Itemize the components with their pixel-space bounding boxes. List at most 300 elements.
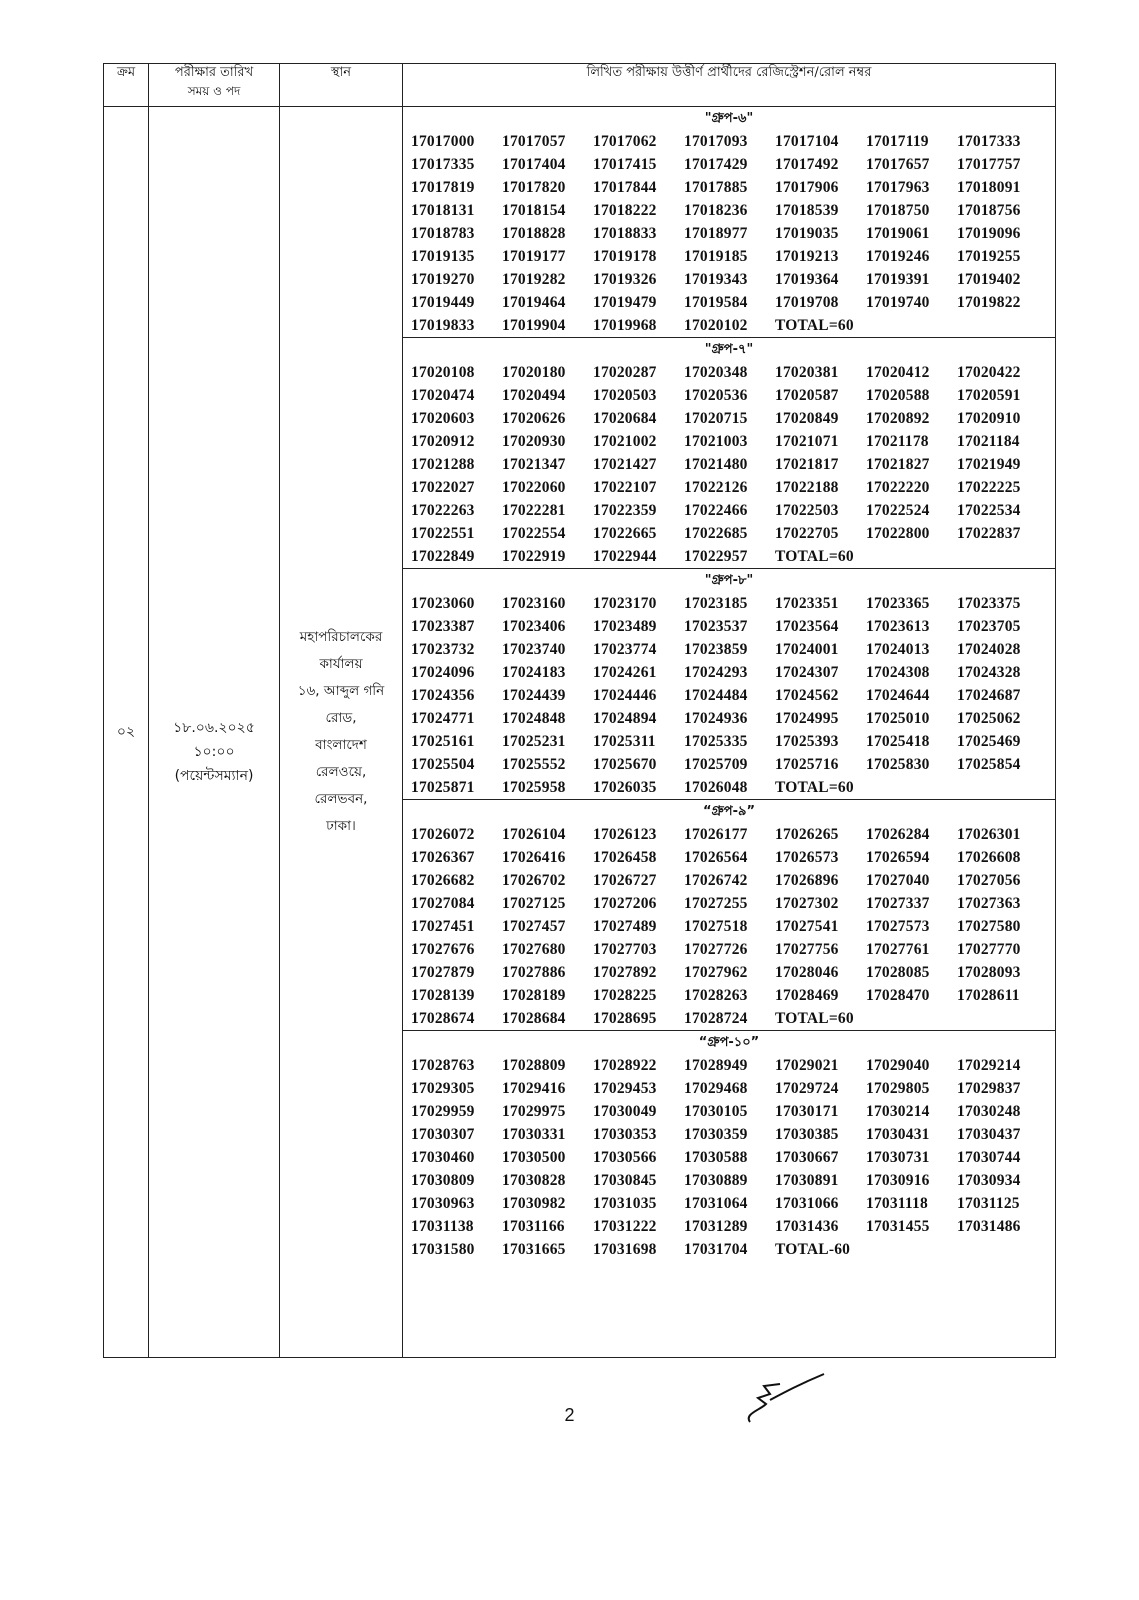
serial-number: ০২ [116, 724, 136, 740]
roll-number: 17026702 [502, 872, 566, 889]
rolls-cell [403, 107, 1056, 1358]
roll-row [403, 1100, 1055, 1123]
roll-row [403, 1238, 1055, 1261]
roll-number: 17022705 [775, 525, 839, 542]
roll-number: 17028684 [502, 1010, 566, 1027]
roll-number: 17030307 [411, 1126, 475, 1143]
roll-number: 17023705 [957, 618, 1021, 635]
roll-number: 17018539 [775, 202, 839, 219]
roll-groups [403, 107, 1055, 1261]
table-header-row [104, 64, 1056, 107]
roll-number: 17029975 [502, 1103, 566, 1120]
roll-number: 17026458 [593, 849, 657, 866]
venue-cell [280, 107, 403, 1358]
roll-number: 17020180 [502, 364, 566, 381]
roll-number: 17027726 [684, 941, 748, 958]
roll-number: 17026265 [775, 826, 839, 843]
roll-number: 17020412 [866, 364, 930, 381]
roll-number: 17029805 [866, 1080, 930, 1097]
roll-row [403, 684, 1055, 707]
roll-number: 17020102 [684, 317, 748, 334]
roll-number: 17031125 [957, 1195, 1020, 1212]
roll-number: 17024028 [957, 641, 1021, 658]
roll-number: 17031455 [866, 1218, 930, 1235]
roll-number: 17030982 [502, 1195, 566, 1212]
roll-number: 17025335 [684, 733, 748, 750]
roll-number: 17019904 [502, 317, 566, 334]
roll-number: 17029305 [411, 1080, 475, 1097]
roll-number: 17018091 [957, 179, 1021, 196]
roll-number: 17025670 [593, 756, 657, 773]
roll-number: 17018783 [411, 225, 475, 242]
roll-number: 17020494 [502, 387, 566, 404]
roll-number: 17021427 [593, 456, 657, 473]
roll-row [403, 615, 1055, 638]
roll-number: 17017062 [593, 133, 657, 150]
roll-number: 17019343 [684, 271, 748, 288]
roll-number: 17017906 [775, 179, 839, 196]
roll-number: 17020536 [684, 387, 748, 404]
roll-number: 17026594 [866, 849, 930, 866]
header-date-line2: সময় ও পদ [187, 84, 241, 98]
roll-number: 17030500 [502, 1149, 566, 1166]
roll-number: 17019178 [593, 248, 657, 265]
roll-number: 17018236 [684, 202, 748, 219]
roll-number: 17024484 [684, 687, 748, 704]
roll-number: 17030588 [684, 1149, 748, 1166]
roll-number: 17027337 [866, 895, 930, 912]
roll-number: 17025418 [866, 733, 930, 750]
venue-line: মহাপরিচালকের [299, 629, 383, 645]
roll-number: 17027676 [411, 941, 475, 958]
roll-number: 17023740 [502, 641, 566, 658]
roll-number: 17020930 [502, 433, 566, 450]
roll-number: 17030431 [866, 1126, 930, 1143]
roll-number: 17028809 [502, 1057, 566, 1074]
roll-group [403, 338, 1055, 569]
roll-number: 17027761 [866, 941, 930, 958]
roll-number: 17026123 [593, 826, 657, 843]
roll-number: 17026104 [502, 826, 566, 843]
roll-number: 17031118 [866, 1195, 928, 1212]
roll-number: 17019449 [411, 294, 475, 311]
roll-number: 17019822 [957, 294, 1021, 311]
roll-number: 17030385 [775, 1126, 839, 1143]
roll-row [403, 846, 1055, 869]
roll-number: 17030889 [684, 1172, 748, 1189]
roll-row [403, 938, 1055, 961]
roll-number: 17025393 [775, 733, 839, 750]
roll-number: 17026727 [593, 872, 657, 889]
roll-number: 17017404 [502, 156, 566, 173]
roll-number: 17018154 [502, 202, 566, 219]
roll-number: 17031035 [593, 1195, 657, 1212]
roll-number: 17029837 [957, 1080, 1021, 1097]
roll-number: 17027457 [502, 918, 566, 935]
roll-number: 17022188 [775, 479, 839, 496]
roll-row [403, 869, 1055, 892]
roll-number: 17019177 [502, 248, 566, 265]
roll-number: 17020910 [957, 410, 1021, 427]
table-body-row [104, 107, 1056, 1358]
roll-number: 17024848 [502, 710, 566, 727]
roll-number: 17026608 [957, 849, 1021, 866]
roll-number: 17029959 [411, 1103, 475, 1120]
roll-number: 17024096 [411, 664, 475, 681]
roll-row [403, 476, 1055, 499]
roll-number: 17027703 [593, 941, 657, 958]
group-title: “গ্রুপ-৯” [703, 804, 755, 819]
roll-number: 17025871 [411, 779, 475, 796]
roll-number: 17017963 [866, 179, 930, 196]
roll-number: 17020849 [775, 410, 839, 427]
roll-row [403, 291, 1055, 314]
roll-number: 17020287 [593, 364, 657, 381]
roll-number: 17019282 [502, 271, 566, 288]
roll-number: 17024307 [775, 664, 839, 681]
exam-date: ১৮.০৬.২০২৫ [173, 720, 255, 736]
roll-number: 17022534 [957, 502, 1021, 519]
roll-number: 17024308 [866, 664, 930, 681]
venue-line: রেলভবন, [314, 791, 368, 807]
roll-number: 17024356 [411, 687, 475, 704]
roll-number: 17025311 [593, 733, 656, 750]
roll-number-table-container [103, 63, 1056, 1386]
roll-number: 17020474 [411, 387, 475, 404]
roll-number: 17026367 [411, 849, 475, 866]
roll-number: 17021178 [866, 433, 929, 450]
roll-number: 17024293 [684, 664, 748, 681]
roll-number: 17025958 [502, 779, 566, 796]
roll-number: 17029724 [775, 1080, 839, 1097]
roll-number: 17025062 [957, 710, 1021, 727]
roll-number: 17024644 [866, 687, 930, 704]
roll-number: 17025552 [502, 756, 566, 773]
roll-number: 17027541 [775, 918, 839, 935]
roll-number: 17026048 [684, 779, 748, 796]
roll-row [403, 1192, 1055, 1215]
roll-number: 17018833 [593, 225, 657, 242]
roll-row [403, 130, 1055, 153]
roll-row [403, 730, 1055, 753]
roll-number: 17031289 [684, 1218, 748, 1235]
roll-number: 17020108 [411, 364, 475, 381]
group-title: "গ্রুপ-৮" [704, 573, 754, 588]
venue-line: ১৬, আব্দুল গনি [297, 683, 385, 699]
roll-number: 17017415 [593, 156, 657, 173]
roll-row [403, 915, 1055, 938]
roll-number: 17027451 [411, 918, 475, 935]
roll-number: 17024995 [775, 710, 839, 727]
roll-number: 17019185 [684, 248, 748, 265]
roll-number: 17020603 [411, 410, 475, 427]
roll-number: 17031066 [775, 1195, 839, 1212]
roll-number: 17019213 [775, 248, 839, 265]
date-cell [149, 107, 280, 1358]
roll-number: 17020381 [775, 364, 839, 381]
roll-number: 17028674 [411, 1010, 475, 1027]
roll-number: 17028093 [957, 964, 1021, 981]
roll-row [403, 522, 1055, 545]
roll-number: 17022027 [411, 479, 475, 496]
roll-row [403, 314, 1055, 337]
roll-number: 17017119 [866, 133, 929, 150]
roll-number: 17019246 [866, 248, 930, 265]
roll-row [403, 545, 1055, 568]
roll-number: 17030353 [593, 1126, 657, 1143]
roll-number: 17019833 [411, 317, 475, 334]
roll-number: 17024562 [775, 687, 839, 704]
roll-number: 17022359 [593, 502, 657, 519]
roll-number: 17017104 [775, 133, 839, 150]
roll-number: 17023489 [593, 618, 657, 635]
page-number: 2 [564, 1405, 575, 1425]
roll-number: 17020912 [411, 433, 475, 450]
roll-number: 17017657 [866, 156, 930, 173]
roll-number: 17020684 [593, 410, 657, 427]
roll-row [403, 430, 1055, 453]
roll-number: 17021002 [593, 433, 657, 450]
roll-number: 17030214 [866, 1103, 930, 1120]
header-serial: ক্রম [104, 64, 149, 107]
roll-number: 17030460 [411, 1149, 475, 1166]
roll-number: 17017057 [502, 133, 566, 150]
roll-row [403, 453, 1055, 476]
roll-number: 17028139 [411, 987, 475, 1004]
roll-number: 17023387 [411, 618, 475, 635]
roll-number: 17023732 [411, 641, 475, 658]
roll-number: 17018756 [957, 202, 1021, 219]
roll-row [403, 153, 1055, 176]
roll-number: 17030828 [502, 1172, 566, 1189]
roll-number: 17027489 [593, 918, 657, 935]
roll-row [403, 1215, 1055, 1238]
roll-number: 17020348 [684, 364, 748, 381]
roll-number: 17030105 [684, 1103, 748, 1120]
signature-image [740, 1370, 830, 1430]
roll-number: 17030845 [593, 1172, 657, 1189]
roll-number: 17018131 [411, 202, 475, 219]
roll-number: 17027580 [957, 918, 1021, 935]
group-total: TOTAL=60 [775, 779, 854, 796]
roll-number: 17020892 [866, 410, 930, 427]
roll-number: 17019096 [957, 225, 1021, 242]
roll-number: 17017885 [684, 179, 748, 196]
roll-number: 17022554 [502, 525, 566, 542]
roll-number: 17027879 [411, 964, 475, 981]
roll-number: 17029021 [775, 1057, 839, 1074]
roll-number: 17019464 [502, 294, 566, 311]
roll-number: 17026416 [502, 849, 566, 866]
roll-number: 17024936 [684, 710, 748, 727]
roll-number: 17023060 [411, 595, 475, 612]
roll-number: 17026072 [411, 826, 475, 843]
roll-row [403, 199, 1055, 222]
roll-row [403, 984, 1055, 1007]
roll-number: 17022060 [502, 479, 566, 496]
roll-number: 17029453 [593, 1080, 657, 1097]
roll-row [403, 776, 1055, 799]
group-total: TOTAL-60 [775, 1241, 851, 1258]
roll-number: 17021827 [866, 456, 930, 473]
roll-number: 17021347 [502, 456, 566, 473]
header-venue: স্থান [280, 64, 403, 107]
roll-row [403, 1146, 1055, 1169]
roll-number: 17020715 [684, 410, 748, 427]
roll-row [403, 268, 1055, 291]
roll-number: 17019479 [593, 294, 657, 311]
group-total: TOTAL=60 [775, 317, 854, 334]
roll-number: 17019584 [684, 294, 748, 311]
roll-number: 17023170 [593, 595, 657, 612]
roll-number: 17022524 [866, 502, 930, 519]
roll-number: 17030248 [957, 1103, 1021, 1120]
roll-number: 17020626 [502, 410, 566, 427]
roll-number: 17017000 [411, 133, 475, 150]
roll-number: 17023613 [866, 618, 930, 635]
roll-number: 17030809 [411, 1172, 475, 1189]
roll-number: 17018222 [593, 202, 657, 219]
roll-number: 17030566 [593, 1149, 657, 1166]
venue-line: কার্যালয় [319, 656, 363, 672]
venue-address [280, 624, 402, 840]
roll-number: 17028469 [775, 987, 839, 1004]
roll-row [403, 753, 1055, 776]
venue-line: রোড, [325, 710, 357, 726]
roll-number: 17021184 [957, 433, 1020, 450]
roll-number: 17019135 [411, 248, 475, 265]
roll-number: 17024771 [411, 710, 475, 727]
roll-number: 17027363 [957, 895, 1021, 912]
exam-time: ১০:০০ [193, 744, 235, 760]
roll-number: 17030331 [502, 1126, 566, 1143]
roll-number: 17028085 [866, 964, 930, 981]
roll-number: 17024328 [957, 664, 1021, 681]
roll-number: 17024439 [502, 687, 566, 704]
roll-row [403, 384, 1055, 407]
roll-row [403, 1007, 1055, 1030]
roll-number: 17020587 [775, 387, 839, 404]
roll-number: 17031665 [502, 1241, 566, 1258]
roll-number: 17022837 [957, 525, 1021, 542]
group-title: “গ্রুপ-১০” [698, 1035, 760, 1050]
roll-row [403, 176, 1055, 199]
roll-number: 17030359 [684, 1126, 748, 1143]
roll-number: 17028695 [593, 1010, 657, 1027]
roll-row [403, 245, 1055, 268]
roll-number: 17025161 [411, 733, 475, 750]
roll-number: 17027040 [866, 872, 930, 889]
roll-number: 17030744 [957, 1149, 1021, 1166]
roll-number: 17024687 [957, 687, 1021, 704]
roll-number: 17028263 [684, 987, 748, 1004]
roll-number: 17023365 [866, 595, 930, 612]
exam-post: (পয়েন্টসম্যান) [174, 768, 254, 784]
roll-number: 17023859 [684, 641, 748, 658]
roll-number: 17031138 [411, 1218, 474, 1235]
roll-number: 17024013 [866, 641, 930, 658]
roll-group [403, 1031, 1055, 1261]
roll-number-table [103, 63, 1056, 1358]
roll-number: 17019708 [775, 294, 839, 311]
roll-number: 17031222 [593, 1218, 657, 1235]
group-title: "গ্রুপ-৬" [704, 111, 754, 126]
roll-number: 17026682 [411, 872, 475, 889]
roll-number: 17030667 [775, 1149, 839, 1166]
roll-number: 17023160 [502, 595, 566, 612]
roll-number: 17029040 [866, 1057, 930, 1074]
roll-number: 17023564 [775, 618, 839, 635]
roll-number: 17018977 [684, 225, 748, 242]
roll-row [403, 1077, 1055, 1100]
header-date-line1: পরীক্ষার তারিখ [174, 65, 254, 80]
roll-number: 17030934 [957, 1172, 1021, 1189]
roll-number: 17024261 [593, 664, 657, 681]
roll-number: 17027084 [411, 895, 475, 912]
roll-number: 17022263 [411, 502, 475, 519]
roll-row [403, 361, 1055, 384]
roll-number: 17023537 [684, 618, 748, 635]
roll-number: 17026564 [684, 849, 748, 866]
roll-number: 17030049 [593, 1103, 657, 1120]
roll-row [403, 1123, 1055, 1146]
roll-number: 17029214 [957, 1057, 1021, 1074]
roll-number: 17027680 [502, 941, 566, 958]
roll-number: 17017819 [411, 179, 475, 196]
roll-number: 17028763 [411, 1057, 475, 1074]
roll-number: 17029468 [684, 1080, 748, 1097]
roll-number: 17026896 [775, 872, 839, 889]
roll-number: 17022225 [957, 479, 1021, 496]
roll-number: 17027056 [957, 872, 1021, 889]
roll-number: 17028922 [593, 1057, 657, 1074]
header-date [149, 64, 280, 107]
roll-number: 17022281 [502, 502, 566, 519]
roll-number: 17018750 [866, 202, 930, 219]
roll-number: 17025830 [866, 756, 930, 773]
roll-number: 17017093 [684, 133, 748, 150]
roll-number: 17020503 [593, 387, 657, 404]
roll-number: 17019061 [866, 225, 930, 242]
group-total: TOTAL=60 [775, 1010, 854, 1027]
serial-cell [104, 107, 149, 1358]
roll-number: 17024894 [593, 710, 657, 727]
roll-number: 17019402 [957, 271, 1021, 288]
roll-row [403, 1054, 1055, 1077]
roll-number: 17021003 [684, 433, 748, 450]
roll-number: 17022665 [593, 525, 657, 542]
roll-number: 17021817 [775, 456, 839, 473]
roll-row [403, 638, 1055, 661]
roll-number: 17020588 [866, 387, 930, 404]
roll-number: 17020422 [957, 364, 1021, 381]
roll-number: 17026284 [866, 826, 930, 843]
roll-number: 17031698 [593, 1241, 657, 1258]
roll-number: 17021071 [775, 433, 839, 450]
roll-number: 17027962 [684, 964, 748, 981]
roll-number: 17024001 [775, 641, 839, 658]
roll-number: 17031580 [411, 1241, 475, 1258]
roll-number: 17024183 [502, 664, 566, 681]
roll-group [403, 800, 1055, 1031]
roll-number: 17017335 [411, 156, 475, 173]
roll-number: 17027302 [775, 895, 839, 912]
roll-number: 17023351 [775, 595, 839, 612]
roll-row [403, 1169, 1055, 1192]
roll-number: 17019364 [775, 271, 839, 288]
roll-number: 17025469 [957, 733, 1021, 750]
roll-number: 17018828 [502, 225, 566, 242]
